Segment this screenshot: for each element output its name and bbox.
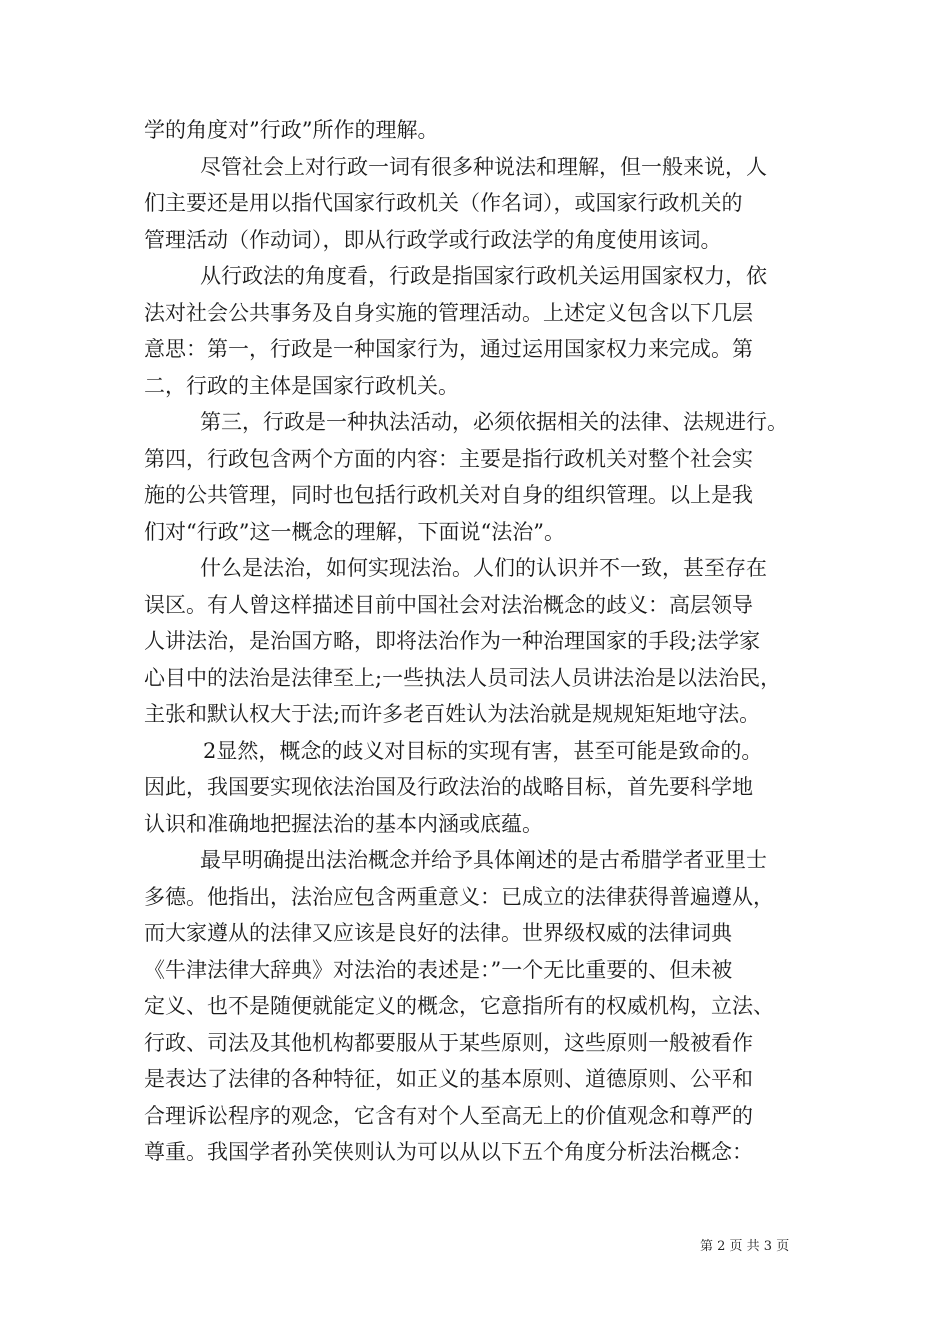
text-line: 2显然，概念的歧义对目标的实现有害，甚至可能是致命的。: [203, 738, 763, 763]
text-line: 人讲法治，是治国方略，即将法治作为一种治理国家的手段;法学家: [144, 629, 761, 653]
text-line: 心目中的法治是法律至上;一些执法人员司法人员讲法治是以法治民，: [144, 665, 782, 690]
text-line: 而大家遵从的法律又应该是良好的法律。世界级权威的法律词典: [144, 921, 732, 945]
text-line: 认识和准确地把握法治的基本内涵或底蕴。: [144, 811, 543, 836]
text-line: 定义、也不是随便就能定义的概念，它意指所有的权威机构，立法、: [144, 994, 774, 1018]
text-line: 第四，行政包含两个方面的内容：主要是指行政机关对整个社会实: [144, 446, 753, 471]
text-line: 行政、司法及其他机构都要服从于某些原则，这些原则一般被看作: [144, 1030, 753, 1055]
text-line: 法对社会公共事务及自身实施的管理活动。上述定义包含以下几层: [144, 300, 753, 325]
text-line: 合理诉讼程序的观念，它含有对个人至高无上的价值观念和尊严的: [144, 1103, 753, 1128]
text-line: 二，行政的主体是国家行政机关。: [144, 373, 459, 398]
text-line: 最早明确提出法治概念并给予具体阐述的是古希腊学者亚里士: [200, 848, 767, 872]
text-line: 《牛津法律大辞典》对法治的表述是：”一个无比重要的、但未被: [144, 957, 733, 982]
text-line: 是表达了法律的各种特征，如正义的基本原则、道德原则、公平和: [144, 1067, 753, 1091]
text-line: 误区。有人曾这样描述目前中国社会对法治概念的歧义：高层领导: [144, 592, 753, 617]
text-line: 管理活动（作动词），即从行政学或行政法学的角度使用该词。: [144, 227, 722, 252]
document-body: [144, 112, 812, 1171]
text-line: 们对“行政”这一概念的理解，下面说“法治”。: [144, 519, 565, 544]
page-number-footer: 第 2 页 共 3 页: [700, 1239, 790, 1254]
text-line: 施的公共管理，同时也包括行政机关对自身的组织管理。以上是我: [144, 483, 753, 507]
text-line: 什么是法治，如何实现法治。人们的认识并不一致，甚至存在: [200, 556, 767, 580]
text-line: 学的角度对”行政”所作的理解。: [144, 118, 439, 142]
text-line: 尊重。我国学者孙笑侠则认为可以从以下五个角度分析法治概念：: [144, 1140, 753, 1164]
text-line: 主张和默认权大于法;而许多老百姓认为法治就是规规矩矩地守法。: [144, 702, 761, 726]
text-line: 第三，行政是一种执法活动，必须依据相关的法律、法规进行。: [200, 410, 788, 434]
text-line: 们主要还是用以指代国家行政机关（作名词），或国家行政机关的: [144, 191, 743, 215]
text-line: 因此，我国要实现依法治国及行政法治的战略目标，首先要科学地: [144, 775, 753, 799]
text-line: 意思：第一，行政是一种国家行为，通过运用国家权力来完成。第: [144, 337, 753, 361]
text-line: 尽管社会上对行政一词有很多种说法和理解，但一般来说，人: [200, 154, 767, 179]
text-line: 从行政法的角度看，行政是指国家行政机关运用国家权力，依: [200, 264, 767, 288]
text-line: 多德。他指出，法治应包含两重意义：已成立的法律获得普遍遵从，: [144, 884, 774, 909]
